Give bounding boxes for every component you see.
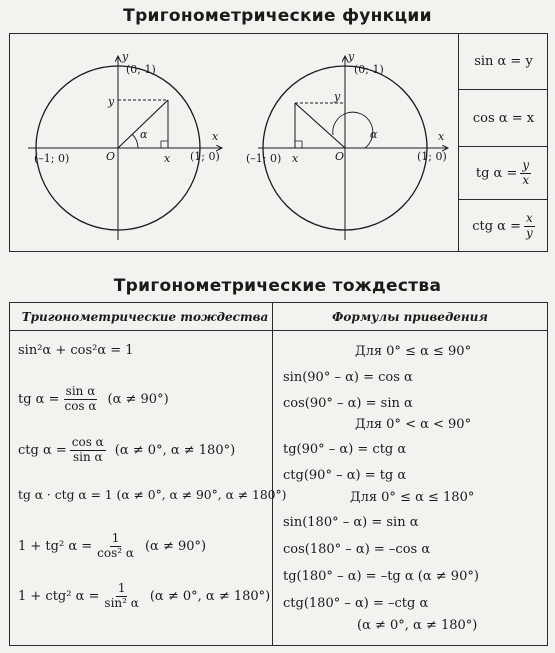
- reduction-cos-90: cos(90° – α) = sin α: [283, 396, 413, 411]
- unit-circle-1: [28, 50, 222, 240]
- circle-1-y-mark: y: [108, 95, 115, 108]
- def-tg-den: x: [522, 172, 530, 187]
- functions-title: Тригонометрические функции: [123, 6, 432, 26]
- identity-ctg: [18, 436, 235, 465]
- identities-column-divider: [272, 302, 273, 646]
- def-ctg: [458, 200, 548, 252]
- def-ctg-num: x: [525, 210, 533, 225]
- identity-ctg-den: sin α: [72, 449, 103, 464]
- circle-1-right-point: (1; 0): [190, 150, 220, 163]
- def-ctg-fraction: [524, 212, 535, 241]
- identities-column-header: Тригонометрические тождества: [21, 310, 269, 324]
- identity-one-plus-ctg2-den: sin² α: [104, 595, 139, 610]
- identity-one-plus-tg2-lhs: 1 + tg² α =: [18, 538, 93, 554]
- def-sin: sin α = y: [458, 33, 548, 89]
- circle-1-y-axis-label: y: [122, 50, 129, 63]
- identity-ctg-cond: (α ≠ 0°, α ≠ 180°): [114, 442, 236, 458]
- identity-tg-ctg-product: tg α · ctg α = 1 (α ≠ 0°, α ≠ 90°, α ≠ 180°): [18, 488, 287, 502]
- reduction-sin-90: sin(90° – α) = cos α: [283, 370, 413, 385]
- identity-one-plus-tg2-cond: (α ≠ 90°): [144, 538, 207, 554]
- def-tg-lhs: tg α =: [475, 165, 518, 181]
- identity-one-plus-tg2-fraction: [95, 532, 136, 561]
- circle-2-right-point: (1; 0): [417, 150, 447, 163]
- identity-tg: [18, 385, 169, 414]
- unit-circle-2: [246, 50, 448, 240]
- circle-2-y-mark: y: [334, 90, 341, 103]
- identity-one-plus-ctg2-num: 1: [117, 581, 126, 595]
- reduction-tg-180: tg(180° – α) = –tg α (α ≠ 90°): [283, 569, 479, 584]
- identity-one-plus-ctg2-fraction: [102, 582, 140, 611]
- identity-one-plus-tg2: [18, 532, 206, 561]
- identity-tg-cond: (α ≠ 90°): [107, 391, 169, 407]
- reduction-ctg-90: ctg(90° – α) = tg α: [283, 468, 407, 483]
- circle-1-angle-label: α: [140, 128, 148, 141]
- def-tg-num: y: [522, 157, 530, 172]
- circle-1-left-point: (–1; 0): [34, 152, 70, 165]
- circle-1-x-mark: x: [164, 152, 171, 165]
- identity-one-plus-tg2-num: 1: [111, 531, 120, 545]
- circle-2-x-mark: x: [292, 152, 299, 165]
- identity-one-plus-ctg2: [18, 582, 270, 611]
- identity-ctg-num: cos α: [71, 435, 104, 449]
- reduction-condition-2: Для 0° < α < 90°: [355, 417, 472, 432]
- circle-2-left-point: (–1; 0): [246, 152, 282, 165]
- circle-1-origin-label: O: [106, 150, 116, 163]
- def-ctg-lhs: ctg α =: [472, 218, 521, 234]
- circle-2-radius: [295, 103, 345, 148]
- circle-2-top-point: (0; 1): [354, 63, 384, 76]
- identity-one-plus-ctg2-lhs: 1 + ctg² α =: [18, 588, 100, 604]
- reduction-column-header: Формулы приведения: [332, 310, 488, 324]
- circle-2-angle-label: α: [370, 128, 378, 141]
- reduction-tg-90: tg(90° – α) = ctg α: [283, 442, 407, 457]
- identities-header-divider: [9, 330, 548, 331]
- reduction-condition-1: Для 0° ≤ α ≤ 90°: [355, 344, 472, 359]
- identity-ctg-fraction: [70, 436, 106, 465]
- reduction-sin-180: sin(180° – α) = sin α: [283, 515, 419, 530]
- circle-1-top-point: (0; 1): [126, 63, 156, 76]
- identity-tg-lhs: tg α =: [18, 391, 60, 407]
- reduction-cos-180: cos(180° – α) = –cos α: [283, 542, 431, 557]
- reduction-ctg-180-cond: (α ≠ 0°, α ≠ 180°): [357, 618, 478, 633]
- def-tg-fraction: [520, 159, 531, 188]
- def-tg: [458, 147, 548, 199]
- identity-one-plus-tg2-den: cos² α: [97, 545, 134, 560]
- identity-pythagorean: sin²α + cos²α = 1: [18, 343, 134, 358]
- circle-1-angle-arc: [132, 134, 138, 148]
- identity-tg-num: sin α: [65, 384, 96, 398]
- identity-ctg-lhs: ctg α =: [18, 442, 67, 458]
- identity-one-plus-ctg2-cond: (α ≠ 0°, α ≠ 180°): [149, 588, 271, 604]
- circle-2-y-axis-label: y: [348, 50, 355, 63]
- circle-2-x-axis-label: x: [438, 130, 445, 143]
- circle-1-x-axis-label: x: [212, 130, 219, 143]
- circle-1-right-angle: [161, 141, 168, 148]
- identities-title: Тригонометрические тождества: [113, 276, 442, 296]
- circle-2-origin-label: O: [335, 150, 345, 163]
- identity-tg-fraction: [62, 385, 98, 414]
- circle-2-right-angle: [295, 141, 302, 148]
- def-ctg-den: y: [525, 225, 533, 240]
- def-cos: cos α = x: [458, 90, 548, 146]
- identity-tg-den: cos α: [64, 398, 97, 413]
- reduction-ctg-180: ctg(180° – α) = –ctg α: [283, 596, 429, 611]
- reduction-condition-3: Для 0° ≤ α ≤ 180°: [350, 490, 475, 505]
